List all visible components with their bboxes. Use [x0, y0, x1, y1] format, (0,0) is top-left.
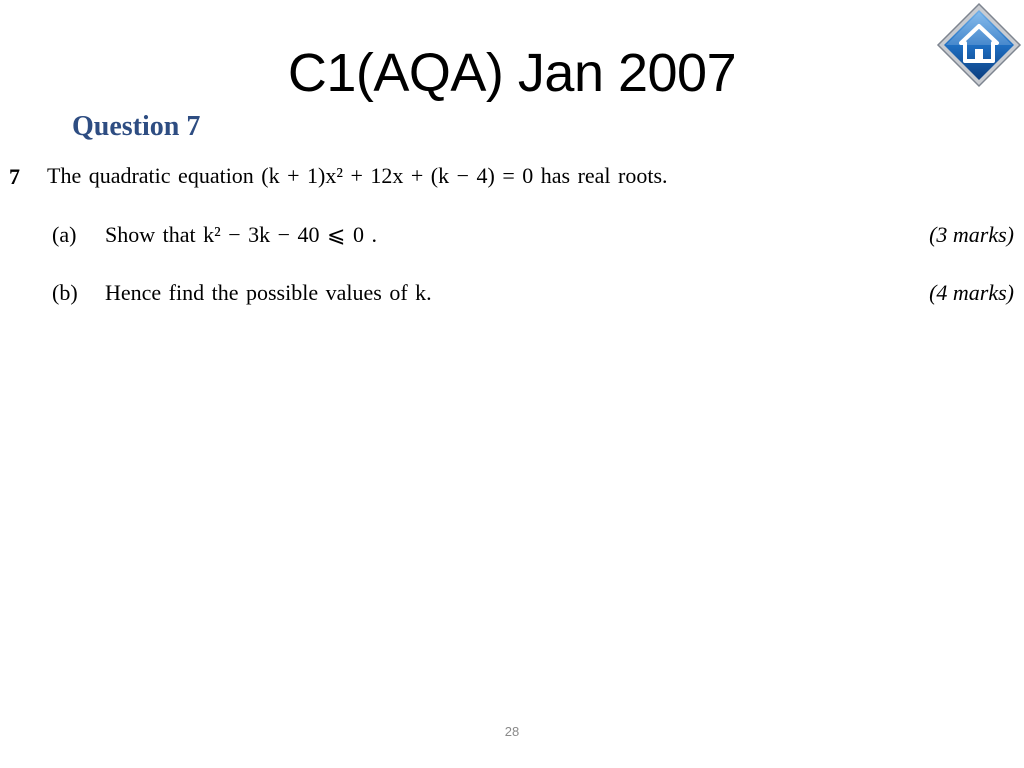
question-stem: The quadratic equation (k + 1)x² + 12x + (k − 4) = 0 has real roots. — [47, 163, 668, 188]
part-b-label: (b) — [52, 280, 78, 305]
part-a-label: (a) — [52, 222, 77, 247]
part-b-text: Hence find the possible values of k. — [105, 280, 432, 305]
page-number: 28 — [504, 724, 520, 739]
part-a-text: Show that k² − 3k − 40 ⩽ 0 . — [105, 222, 377, 247]
part-b-marks: (4 marks) — [929, 280, 1014, 305]
slide-title: C1(AQA) Jan 2007 — [287, 43, 737, 103]
home-button[interactable] — [936, 2, 1022, 88]
question-label: Question 7 — [72, 111, 201, 142]
question-number: 7 — [9, 164, 20, 189]
part-a-marks: (3 marks) — [929, 222, 1014, 247]
home-icon — [936, 2, 1022, 88]
